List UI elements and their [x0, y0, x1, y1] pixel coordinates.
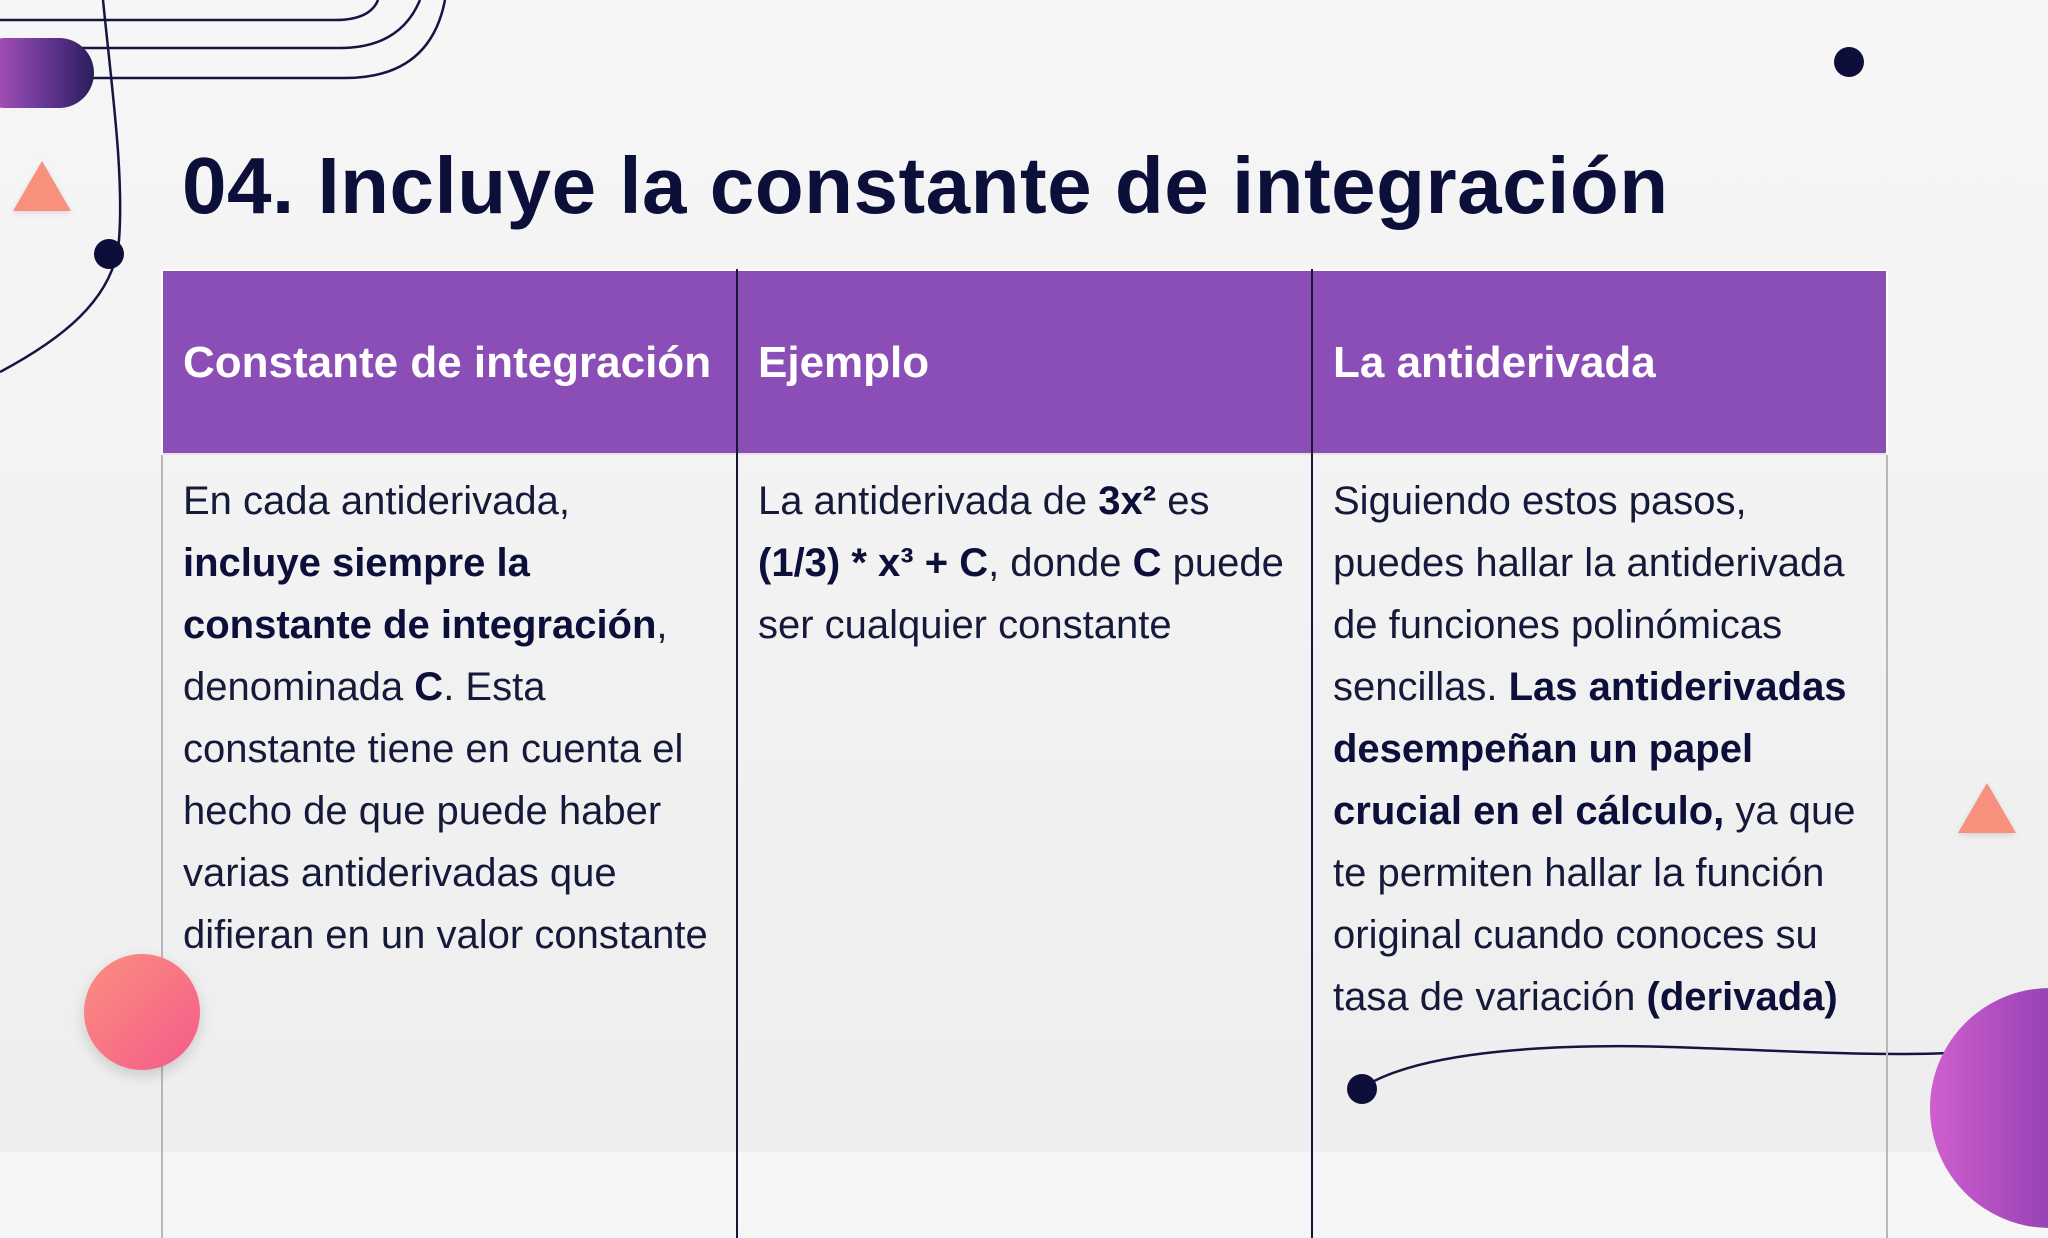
- emphasis-text: C: [1132, 541, 1162, 585]
- triangle-icon: [13, 161, 71, 211]
- triangle-icon: [1958, 783, 2016, 833]
- content-table: [161, 269, 1888, 1238]
- emphasis-text: (derivada): [1646, 975, 1838, 1019]
- column-header: Constante de integración: [162, 270, 737, 454]
- page-title: 04. Incluye la constante de integración: [182, 141, 1669, 230]
- table-cell-example: [737, 454, 1312, 1238]
- emphasis-text: C: [414, 665, 444, 709]
- dot-icon: [1347, 1074, 1377, 1104]
- text-segment: La antiderivada de: [758, 479, 1099, 523]
- decorative-circle: [84, 954, 200, 1070]
- text-segment: , donde: [988, 541, 1133, 585]
- text-segment: Siguiendo estos pasos, puedes hallar la antiderivada de funciones polinómicas sencillas.: [1333, 479, 1845, 709]
- emphasis-text: incluye siempre la constante de integración: [183, 541, 657, 647]
- emphasis-text: Las antiderivadas desempeñan un papel crucial en el cálculo,: [1333, 665, 1847, 833]
- table-cell-antiderivative: [1312, 454, 1887, 1238]
- text-segment: En cada antiderivada,: [183, 479, 570, 523]
- dot-icon: [94, 239, 124, 269]
- table-header-row: [162, 270, 1887, 454]
- decorative-pill: [0, 38, 94, 108]
- dot-icon: [1834, 47, 1864, 77]
- emphasis-text: (1/3) * x³ + C: [758, 541, 989, 585]
- text-segment: . Esta constante tiene en cuenta el hecho de que puede haber varias antiderivadas que difieran en un valor constante: [183, 665, 708, 957]
- text-segment: ya que te permiten hallar la función original cuando conoces su tasa de variación: [1333, 789, 1856, 1019]
- column-header: La antiderivada: [1312, 270, 1887, 454]
- emphasis-text: 3x²: [1098, 479, 1157, 523]
- text-segment: puede ser cualquier constante: [758, 541, 1284, 647]
- text-segment: , denominada: [183, 603, 668, 709]
- text-segment: es: [1156, 479, 1210, 523]
- column-header: Ejemplo: [737, 270, 1312, 454]
- table-cell-constant: [162, 454, 737, 1238]
- table-row: [162, 454, 1887, 1238]
